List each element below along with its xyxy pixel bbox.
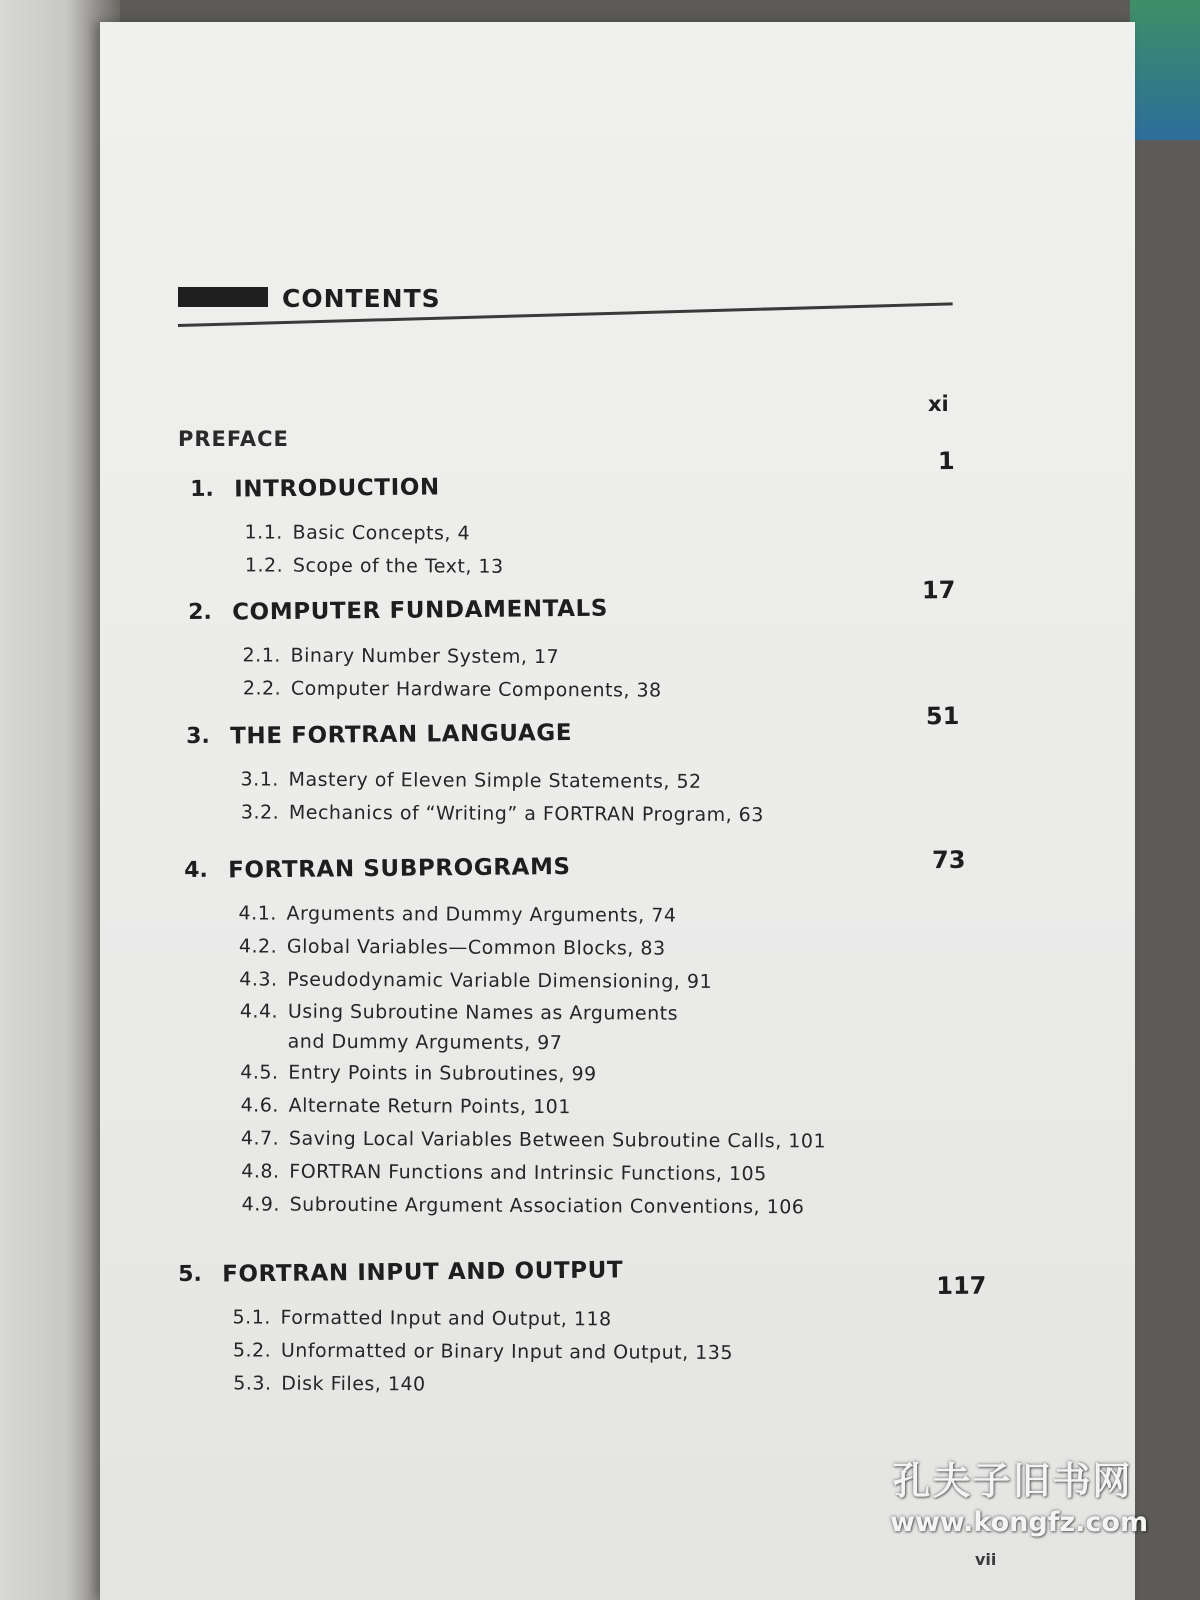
section-entry: 5.3. Disk Files, 140	[233, 1372, 426, 1396]
page-title: CONTENTS	[282, 284, 441, 313]
page-folio: vii	[975, 1550, 997, 1569]
watermark	[890, 1450, 1149, 1538]
chapter-number: 5.	[178, 1261, 202, 1287]
section-entry: 4.3. Pseudodynamic Variable Dimensioning, 91	[239, 968, 713, 993]
preface-page-number: xi	[928, 392, 949, 416]
section-entry: 1.1. Basic Concepts, 4	[244, 521, 471, 545]
chapter-4	[184, 847, 1200, 1222]
chapter-page-number: 117	[936, 1271, 987, 1301]
background-book-corner	[1130, 0, 1200, 140]
chapter-page-number: 73	[931, 845, 966, 875]
chapter-title: INTRODUCTION	[233, 474, 440, 503]
section-entry: 2.1. Binary Number System, 17	[242, 644, 560, 669]
header-bar-decoration	[178, 287, 268, 307]
chapter-number: 3.	[186, 723, 210, 749]
preface-title: PREFACE	[178, 427, 289, 451]
book-page	[100, 22, 1149, 1600]
chapter-3	[186, 701, 1200, 830]
section-entry: 1.2. Scope of the Text, 13	[244, 554, 504, 578]
section-entry: 4.1. Arguments and Dummy Arguments, 74	[238, 902, 677, 927]
section-entry: 4.2. Global Variables—Common Blocks, 83	[238, 935, 666, 960]
section-entry: 4.4. Using Subroutine Names as Arguments and Dummy Arguments, 97	[239, 1000, 679, 1055]
chapter-number: 2.	[188, 599, 212, 625]
watermark-name: 孔夫子旧书网	[892, 1459, 1133, 1503]
section-entry: 4.7. Saving Local Variables Between Subroutine Calls, 101	[240, 1127, 827, 1153]
section-entry: 5.1. Formatted Input and Output, 118	[232, 1306, 612, 1331]
section-entry: 3.2. Mechanics of “Writing” a FORTRAN Program, 63	[240, 801, 764, 827]
section-entry: 4.8. FORTRAN Functions and Intrinsic Functions, 105	[241, 1160, 767, 1186]
section-entry: 4.9. Subroutine Argument Association Conventions, 106	[241, 1193, 805, 1219]
section-entry: 3.1. Mastery of Eleven Simple Statements, 52	[240, 768, 702, 793]
chapter-1	[190, 446, 1200, 583]
section-entry: 4.6. Alternate Return Points, 101	[240, 1094, 571, 1119]
chapter-title: THE FORTRAN LANGUAGE	[229, 719, 573, 750]
chapter-page-number: 51	[925, 701, 960, 731]
section-entry: 2.2. Computer Hardware Components, 38	[242, 677, 662, 702]
watermark-url: www.kongfz.com	[890, 1507, 1149, 1538]
chapter-title: FORTRAN INPUT AND OUTPUT	[221, 1257, 624, 1288]
chapter-title: COMPUTER FUNDAMENTALS	[231, 595, 609, 626]
section-entry: 4.5. Entry Points in Subroutines, 99	[240, 1061, 597, 1086]
chapter-page-number: 1	[937, 446, 955, 476]
chapter-number: 4.	[184, 857, 208, 883]
chapter-page-number: 17	[921, 575, 956, 605]
section-entry: 5.2. Unformatted or Binary Input and Output, 135	[232, 1339, 734, 1365]
chapter-number: 1.	[190, 476, 214, 502]
chapter-title: FORTRAN SUBPROGRAMS	[227, 853, 571, 884]
chapter-2	[188, 575, 1200, 706]
chapter-5	[178, 1251, 1200, 1401]
